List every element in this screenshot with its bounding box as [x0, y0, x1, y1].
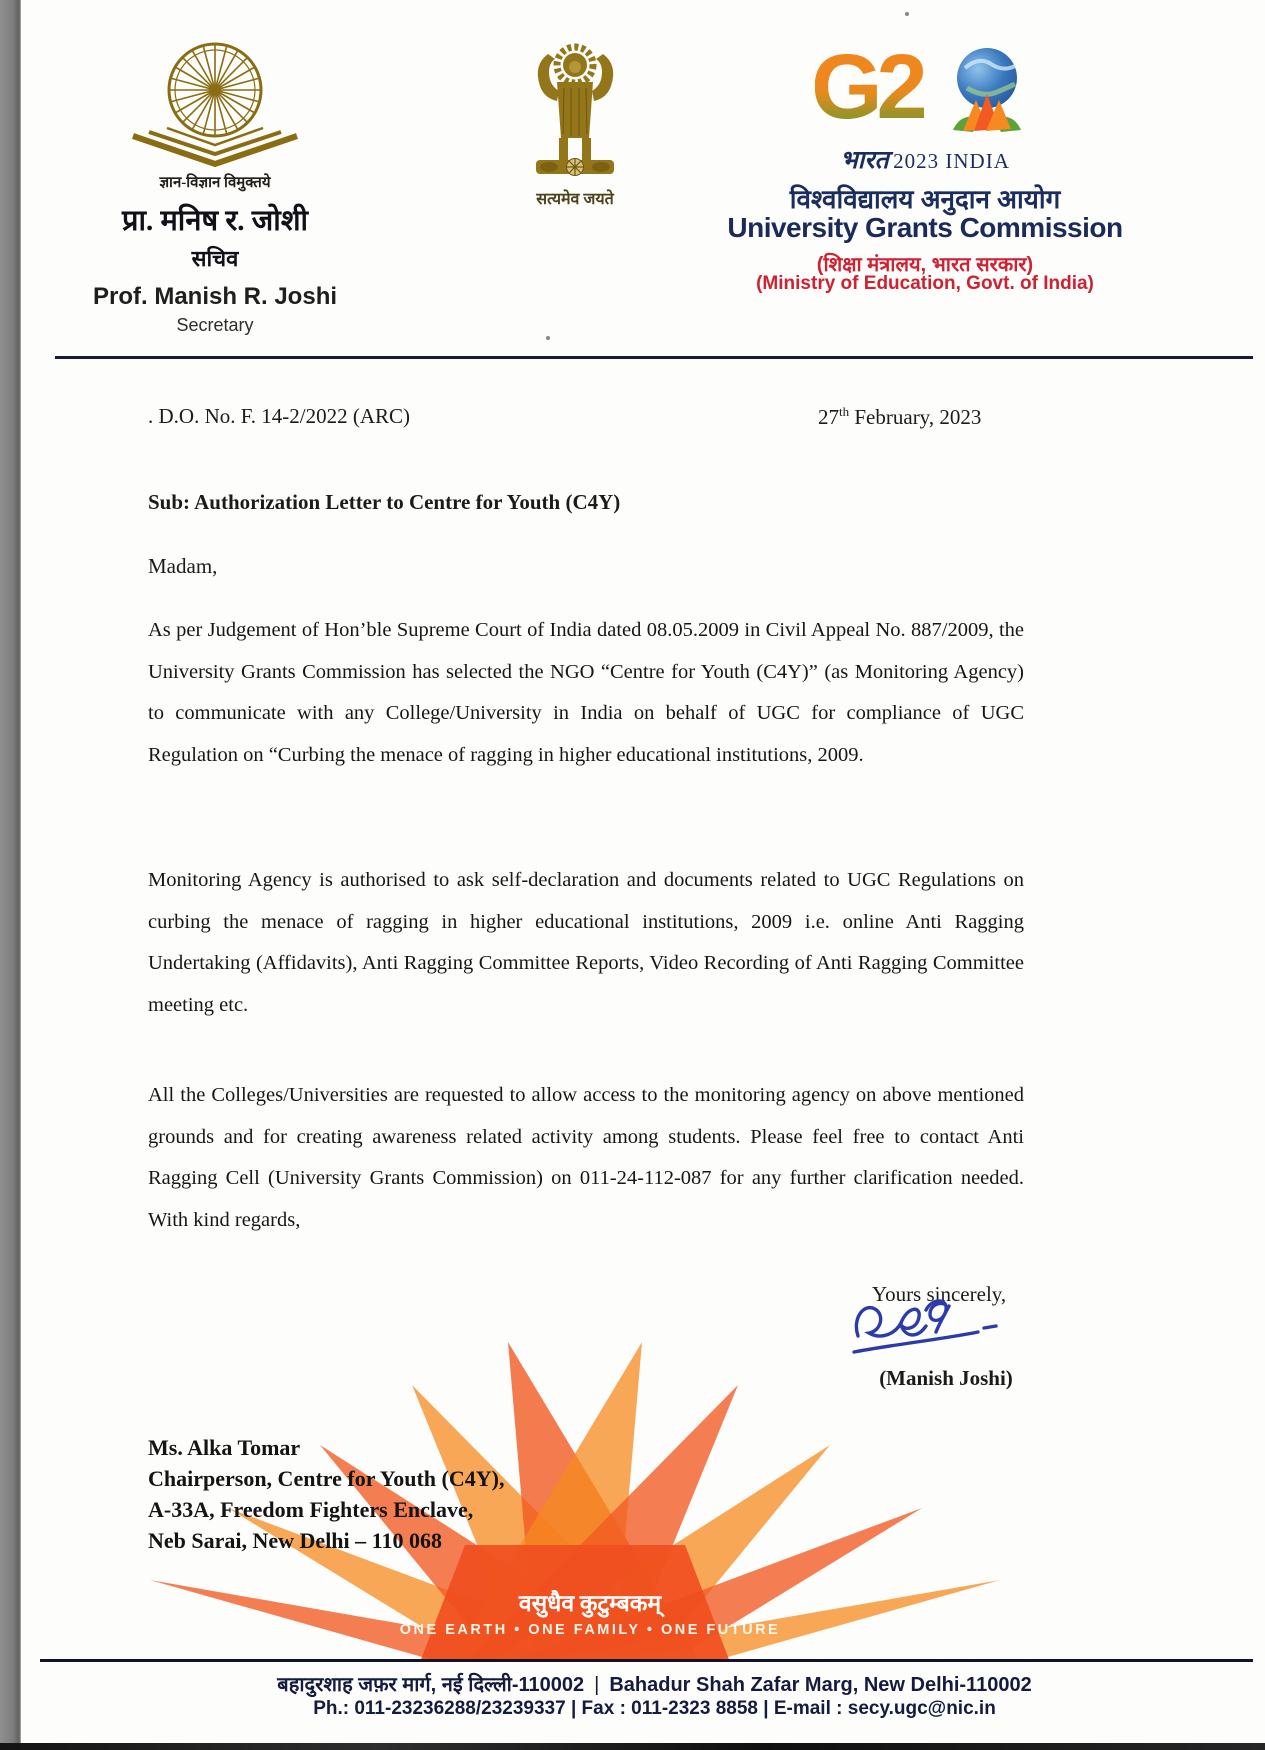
body-paragraph-2: Monitoring Agency is authorised to ask self-declaration and documents related to UGC Regulations on curbing the menace of ragging in higher educational institutions, 2009 i.e. online Anti Ragging Undertaking (Affidavits), Anti Ragging Committee Reports, Video Recording of Anti Ragging Committee meeting etc.	[148, 869, 1024, 1016]
closing-line: Yours sincerely,	[872, 1282, 1007, 1306]
lotus-motto-hindi: वसुधैव कुटुम्बकम्	[518, 1591, 662, 1616]
national-emblem-icon	[528, 40, 623, 180]
g20-tagline	[710, 142, 1140, 176]
date-day: 27	[818, 405, 839, 429]
footer-address-hindi: बहादुरशाह जफ़र मार्ग, नई दिल्ली-110002	[277, 1674, 585, 1696]
header-right	[710, 38, 1140, 338]
date-rest: February, 2023	[849, 405, 982, 429]
date-suffix: th	[839, 404, 850, 419]
org-name-hindi: विश्वविद्यालय अनुदान आयोग	[789, 184, 1061, 214]
header-rule	[55, 356, 1253, 359]
g20-tagline-hindi: भारत	[840, 146, 889, 174]
secretary-title: Secretary	[176, 315, 254, 335]
recipient-line-city: Neb Sarai, New Delhi – 110 068	[148, 1528, 442, 1553]
body-paragraph-1: As per Judgement of Hon’ble Supreme Court of India dated 08.05.2009 in Civil Appeal No. 887/2009, the University Grants Commission has selected the NGO “Centre for Youth (C4Y)” (as Monitoring Agency) to communicate with any College/University in India on behalf of UGC for compliance of UGC Regulation on “Curbing the menace of ragging in higher educational institutions, 2009.	[148, 619, 1024, 766]
svg-text:G2: G2	[815, 38, 922, 138]
g20-tagline-english: 2023 INDIA	[893, 149, 1010, 173]
body-paragraph-3: All the Colleges/Universities are requested to allow access to the monitoring agency on above mentioned grounds and for creating awareness related activity among students. Please feel free to contact Anti Ragging Cell (University Grants Commission) on 011-24-112-087 for any further clarification needed. With kind regards,	[148, 1084, 1024, 1231]
ministry-line-english: (Ministry of Education, Govt. of India)	[756, 273, 1094, 294]
ugc-motto-sanskrit: ज्ञान-विज्ञान विमुक्तये	[159, 175, 271, 191]
header-left	[70, 40, 360, 336]
signatory-name: (Manish Joshi)	[879, 1366, 1013, 1390]
lotus-motto-english: ONE EARTH • ONE FAMILY • ONE FUTURE	[399, 1622, 781, 1638]
scan-edge-bottom	[0, 1743, 1265, 1750]
recipient-line-name: Ms. Alka Tomar	[148, 1435, 301, 1460]
secretary-name: Prof. Manish R. Joshi	[92, 283, 338, 310]
letter-date	[818, 404, 981, 430]
recipient-line-title: Chairperson, Centre for Youth (C4Y),	[148, 1466, 505, 1491]
footer-rule	[40, 1659, 1253, 1662]
scan-edge-left	[0, 0, 21, 1750]
header-center	[500, 40, 650, 209]
recipient-block	[148, 1432, 504, 1556]
recipient-line-street: A-33A, Freedom Fighters Enclave,	[148, 1497, 474, 1522]
scan-speck	[905, 12, 909, 16]
org-name-english: University Grants Commission	[727, 212, 1123, 243]
ref-number: . D.O. No. F. 14-2/2022 (ARC)	[148, 404, 410, 428]
secretary-name-hindi: प्रा. मनिष र. जोशी	[121, 205, 309, 237]
footer-divider: |	[594, 1674, 600, 1696]
emblem-motto: सत्यमेव जयते	[536, 191, 614, 208]
ugc-logo-icon	[115, 40, 315, 168]
footer-contact: Ph.: 011-23236288/23239337 | Fax : 011-2323 8858 | E-mail : secy.ugc@nic.in	[313, 1698, 996, 1719]
footer-address	[22, 1670, 1265, 1697]
footer-address-english: Bahadur Shah Zafar Marg, New Delhi-110002	[609, 1674, 1032, 1696]
secretary-title-hindi: सचिव	[191, 246, 239, 271]
ministry-line-hindi: (शिक्षा मंत्रालय, भारत सरकार)	[816, 254, 1034, 276]
salutation: Madam,	[148, 554, 218, 578]
scan-speck	[546, 336, 550, 340]
g20-logo-icon	[815, 38, 1035, 138]
subject-line: Sub: Authorization Letter to Centre for Youth (C4Y)	[148, 490, 621, 514]
